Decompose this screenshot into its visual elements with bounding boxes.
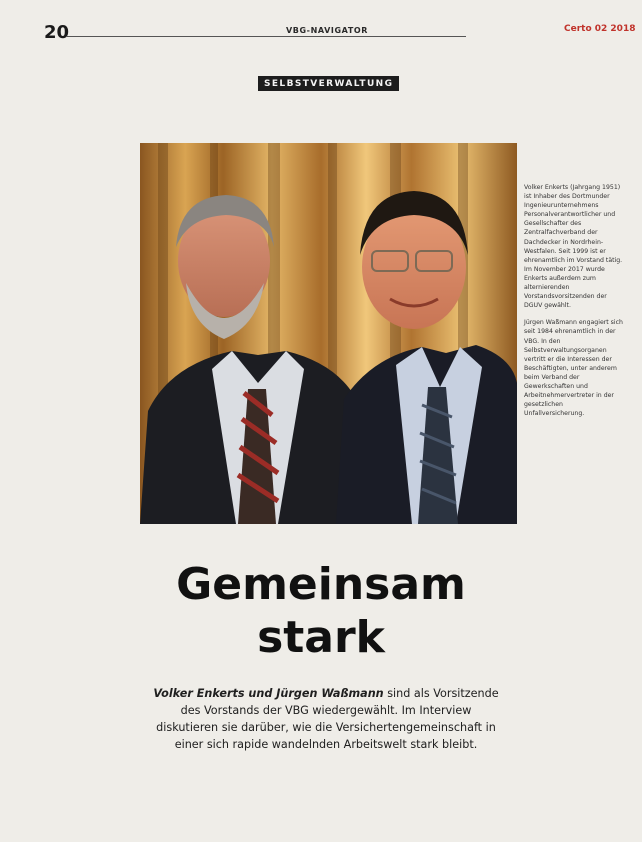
caption-paragraph-wassmann: Jürgen Waßmann engagiert sich seit 1984 ehrenamtlich in der VBG. In den Selbstverwaltungsorganen vertritt er die Interessen der Beschäftigten, unter anderem beim Verband der Gewerkschaften und Arbeitnehmervertreter in der gesetzlichen Unfallversicherung. [524, 319, 623, 418]
lead-names: Volker Enkerts und Jürgen Waßmann [153, 687, 384, 700]
headline-line-1: Gemeinsam [176, 559, 466, 610]
page-number: 20 [44, 22, 70, 43]
article-lead [150, 685, 502, 753]
headline-line-2: stark [257, 612, 385, 663]
lead-text: sind als Vorsitzende des Vorstands der VBG wiedergewählt. Im Interview diskutieren sie darüber, wie die Versichertengemeinschaft in einer sich rapide wandelnden Arbeitswelt stark bleibt. [156, 687, 499, 751]
caption-paragraph-enkerts: Volker Enkerts (Jahrgang 1951) ist Inhaber des Dortmunder Ingenieurunternehmens Personalverantwortlicher und Gesellschafter des Zentralfachverband der Dachdecker in Nordrhein-Westfalen. Seit 1999 ist er ehrenamtlich im Vorstand tätig. Im November 2017 wurde Enkerts außerdem zum alternierenden Vorstandsvorsitzenden der DGUV gewählt. [524, 184, 623, 310]
portrait-illustration [140, 143, 517, 524]
portrait-photo [140, 143, 517, 524]
article-headline [0, 558, 642, 664]
section-tag: SELBSTVERWALTUNG [258, 76, 399, 91]
photo-caption [524, 183, 624, 426]
header-rule [66, 36, 466, 37]
running-header-section: VBG-NAVIGATOR [280, 26, 374, 35]
issue-label: Certo 02 2018 [564, 24, 636, 34]
